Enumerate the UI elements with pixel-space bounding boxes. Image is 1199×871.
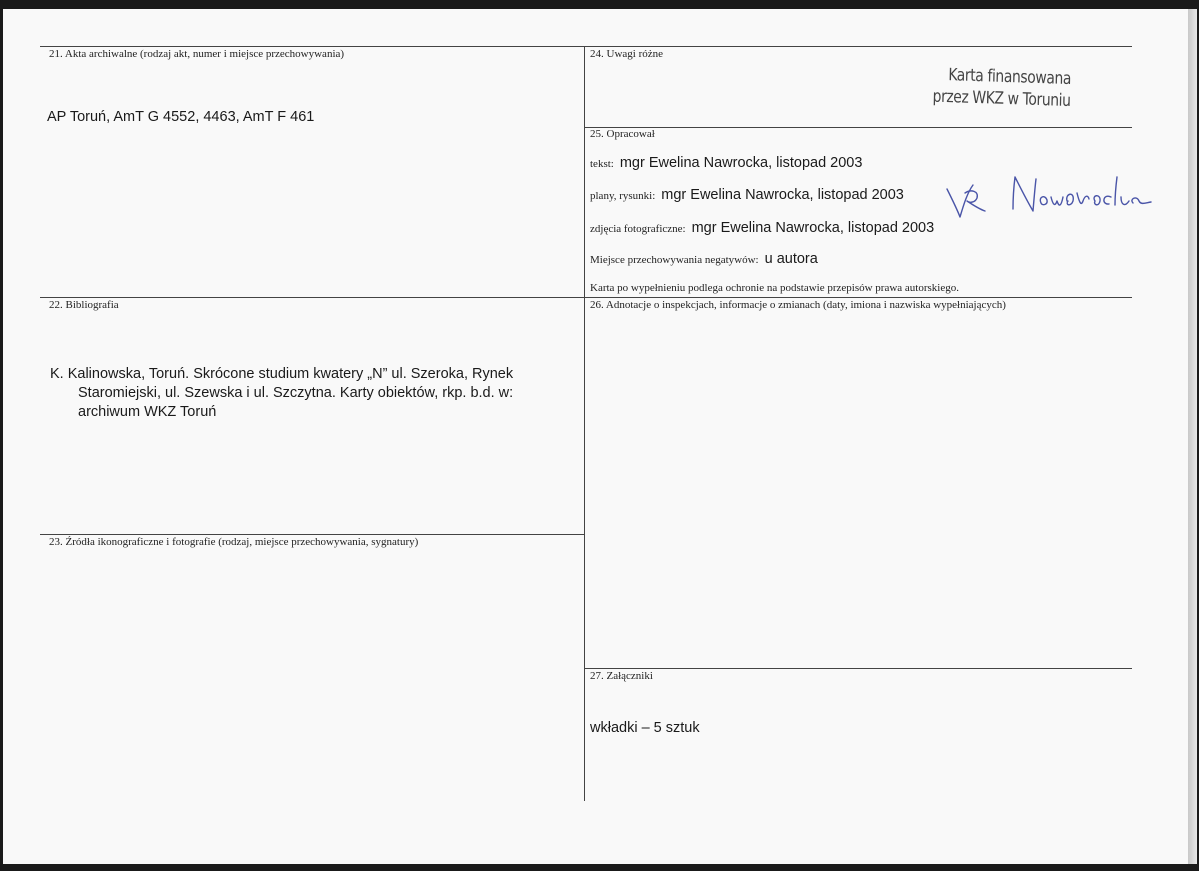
financing-stamp xyxy=(932,64,1071,112)
plany-row xyxy=(590,186,904,204)
zdjecia-label: zdjęcia fotograficzne: xyxy=(590,223,686,235)
stamp-line-1: Karta finansowana xyxy=(947,65,1071,89)
section-22-value: K. Kalinowska, Toruń. Skrócone studium kwatery „N” ul. Szeroka, Rynek Staromiejski, ul. Szewska i ul. Szczytna. Karty obiektów, rkp. b.d. w: archiwum WKZ Toruń xyxy=(50,366,514,420)
stamp-line-2: przez WKZ w Toruniu xyxy=(932,86,1071,111)
zdjecia-row xyxy=(590,219,934,237)
tekst-row xyxy=(590,154,862,172)
signature-image xyxy=(943,171,1153,231)
center-divider xyxy=(584,46,585,801)
record-card xyxy=(3,9,1188,864)
tekst-value: mgr Ewelina Nawrocka, listopad 2003 xyxy=(619,155,863,171)
negatywy-label: Miejsce przechowywania negatywów: xyxy=(590,254,759,266)
rule-21-22 xyxy=(40,297,1132,298)
section-22-label: 22. Bibliografia xyxy=(49,299,119,311)
rule-22-23 xyxy=(40,534,584,535)
negatywy-value: u autora xyxy=(764,251,818,267)
plany-value: mgr Ewelina Nawrocka, listopad 2003 xyxy=(661,187,904,203)
zdjecia-value: mgr Ewelina Nawrocka, listopad 2003 xyxy=(691,220,935,236)
section-21-label: 21. Akta archiwalne (rodzaj akt, numer i miejsce przechowywania) xyxy=(49,48,345,60)
section-24-label: 24. Uwagi różne xyxy=(590,48,664,60)
section-26-label: 26. Adnotacje o inspekcjach, informacje o zmianach (daty, imiona i nazwiska wypełniających) xyxy=(590,299,1006,311)
section-27-value: wkładki – 5 sztuk xyxy=(590,720,700,736)
rule-24-25 xyxy=(584,127,1132,128)
section-23-label: 23. Źródła ikonograficzne i fotografie (rodzaj, miejsce przechowywania, sygnatury) xyxy=(49,536,419,548)
rule-26-27 xyxy=(584,668,1132,669)
section-27-label: 27. Załączniki xyxy=(590,670,653,682)
tekst-label: tekst: xyxy=(590,158,614,170)
plany-label: plany, rysunki: xyxy=(590,190,656,202)
copyright-notice: Karta po wypełnieniu podlega ochronie na podstawie przepisów prawa autorskiego. xyxy=(590,282,959,294)
section-21-value: AP Toruń, AmT G 4552, 4463, AmT F 461 xyxy=(47,109,315,125)
section-25-label: 25. Opracował xyxy=(590,128,655,140)
top-rule xyxy=(40,46,1132,47)
negatywy-row xyxy=(590,250,818,268)
